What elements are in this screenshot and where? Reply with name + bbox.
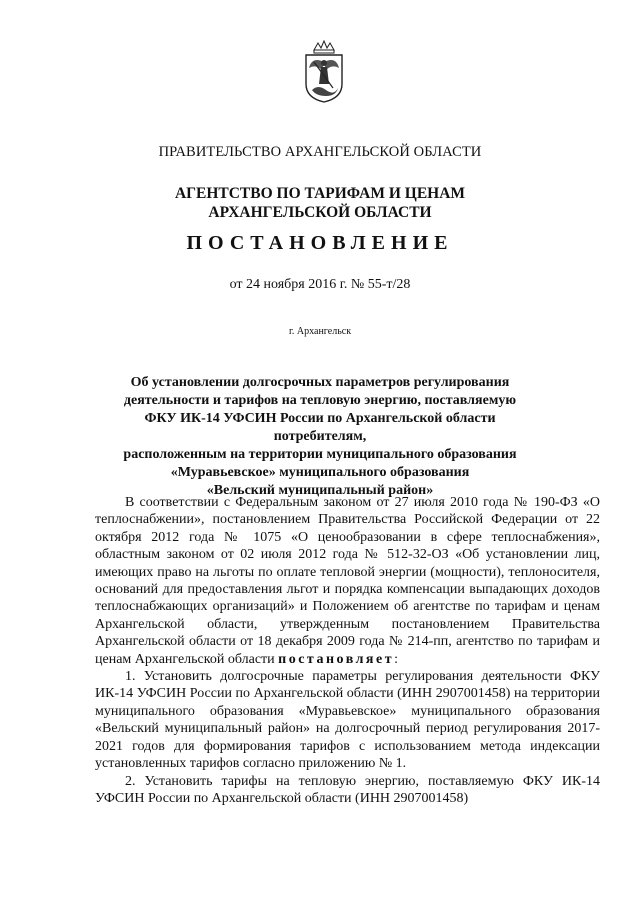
resolves-keyword: постановляет — [278, 651, 395, 667]
subject-line: Об установлении долгосрочных параметров регулирования — [130, 375, 510, 390]
document-date-number: от 24 ноября 2016 г. № 55-т/28 — [229, 277, 411, 292]
archangel-coat-of-arms-icon — [300, 40, 348, 104]
subject-line: деятельности и тарифов на тепловую энергию, поставляемую — [123, 393, 517, 408]
agency-name-line2: АРХАНГЕЛЬСКОЙ ОБЛАСТИ — [208, 204, 432, 221]
preamble-text: В соответствии с Федеральным законом от 27 июля 2010 года № 190-ФЗ «О теплоснабжении», постановлением Правительства Российской Федерации от 22 октября 2012 года № 1075 «О ценообразовании в сфере теплоснабжения», областным законом от 02 июля 2012 года № 512-32-ОЗ «Об установлении лиц, имеющих право на льготы по оплате тепловой энергии (мощности), теплоносителя, оснований для предоставления льгот и порядка компенсации выпадающих доходов теплоснабжающих организаций» и Положением об агентстве по тарифам и ценам Архангельской области, утвержденным постановлением Правительства Архангельской области от 18 декабря 2009 года № 214-пп, агентство по тарифам и ценам Архангельской области — [95, 495, 600, 667]
document-body — [95, 494, 600, 807]
government-name: ПРАВИТЕЛЬСТВО АРХАНГЕЛЬСКОЙ ОБЛАСТИ — [158, 144, 482, 160]
preamble-colon: : — [394, 651, 398, 667]
body-paragraph-preamble — [95, 494, 600, 668]
subject-line: ФКУ ИК-14 УФСИН России по Архангельской области потребителям, — [144, 411, 496, 444]
subject-line: «Муравьевское» муниципального образования — [170, 465, 470, 480]
document-subject — [120, 374, 520, 500]
subject-line: расположенным на территории муниципального образования — [123, 447, 517, 462]
agency-name — [0, 184, 640, 222]
subject-line: «Вельский муниципальный район» — [206, 483, 434, 498]
agency-name-line1: АГЕНТСТВО ПО ТАРИФАМ И ЦЕНАМ — [174, 185, 466, 202]
document-city: г. Архангельск — [288, 326, 352, 337]
body-paragraph-item-1: 1. Установить долгосрочные параметры регулирования деятельности ФКУ ИК-14 УФСИН России по Архангельской области (ИНН 2907001458) на территории муниципального образования «Муравьевское» муниципального образования «Вельский муниципальный район» на долгосрочный период регулирования 2017-2021 годов для формирования тарифов с использованием метода индексации установленных тарифов согласно приложению № 1. — [95, 669, 600, 772]
body-paragraph-item-2: 2. Установить тарифы на тепловую энергию, поставляемую ФКУ ИК-14 УФСИН России по Архангельской области (ИНН 2907001458) — [95, 773, 600, 806]
document-type: ПОСТАНОВЛЕНИЕ — [186, 232, 454, 254]
